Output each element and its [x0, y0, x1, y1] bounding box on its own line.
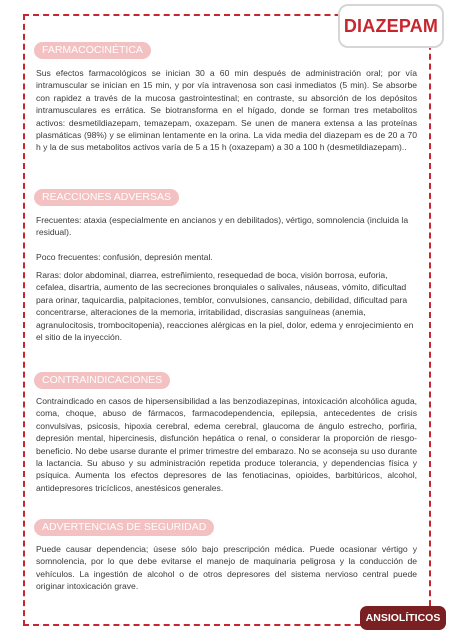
section-heading-contraindicaciones: CONTRAINDICACIONES [34, 372, 170, 389]
reacciones-frecuentes-paragraph: Frecuentes: ataxia (especialmente en ancianos y en debilitados), vértigo, somnolencia (incluida la residual). [36, 215, 409, 238]
contraindicaciones-paragraph: Contraindicado en casos de hipersensibilidad a las benzodiazepinas, intoxicación alcohólica aguda, coma, choque, abuso de fármacos, farmacodependencia, epilepsia, antecedentes de crisis convulsivas, psicosis, hipoxia cerebral, edema cerebral, glaucoma de ángulo estrecho, porfiria, depresión mental, hipercinesis, disfunción hepática o renal, o considerar la proporción de riesgo-beneficio. No debe usarse durante el primer trimestre del embarazo. No se aconseja su uso durante la lactancia. Su abuso y su administración repetida produce tolerancia, y dependencias física y psíquica. Aumenta los efectos depresores de las fenotiacinas, opioides, barbitúricos, alcohol, antidepresores tricíclicos, anestésicos generales. [36, 396, 417, 493]
section-heading-reacciones-adversas: REACCIONES ADVERSAS [34, 189, 179, 206]
farmacocinetica-paragraph: Sus efectos farmacológicos se inician 30 a 60 min después de administración oral; por vía intramuscular se inician en 15 min, y por vía intravenosa son casi inmediatos (5 min). Se absorbe con rapidez a través de la mucosa gastrointestinal; en contraste, su absorción de los depósitos intramusculares es errática. Se biotransforma en el hígado, donde se forman tres metabolitos activos: desmetildiazepam, temazepam, oxazepam. Se unen de manera extensa a las proteínas plasmáticas (98%) y se eliminan lentamente en la orina. La vida media del diazepam es de 20 a 70 h y la de sus metabolitos activos varía de 5 a 15 h (oxazepam) a 30 a 100 h (desmetildiazepam).. [36, 68, 417, 153]
reacciones-raras-paragraph: Raras: dolor abdominal, diarrea, estreñimiento, resequedad de boca, visión borrosa, euforia, cefalea, disartria, aumento de las secreciones bronquiales o salivales, náuseas, vómito, dificultad para orinar, taquicardia, palpitaciones, temblor, convulsiones, cansancio, debilidad, dificultad para concentrarse, alteraciones de la memoria, irritabilidad, discrasias sanguíneas (anemia, agranulocitosis, trombocitopenia), reacciones alérgicas en la piel, dolor, edema y enrojecimiento en el sitio de la inyección. [36, 270, 414, 343]
reacciones-poco-frecuentes-paragraph: Poco frecuentes: confusión, depresión mental. [36, 252, 213, 262]
section-heading-farmacocinetica: FARMACOCINÉTICA [34, 42, 151, 59]
advertencias-paragraph: Puede causar dependencia; úsese sólo bajo prescripción médica. Puede ocasionar vértigo y somnolencia, por lo que debe evitarse el manejo de maquinaria peligrosa y la conducción de vehículos. La ingestión de alcohol o de otros depresores del sistema nervioso central puede originar intoxicación grave. [36, 544, 417, 592]
section-heading-advertencias: ADVERTENCIAS DE SEGURIDAD [34, 519, 214, 536]
title-badge [338, 4, 444, 48]
page-title: DIAZEPAM [343, 15, 439, 36]
footer-badge [360, 606, 446, 630]
footer-category-label: ANSIOLÍTICOS [365, 612, 441, 624]
